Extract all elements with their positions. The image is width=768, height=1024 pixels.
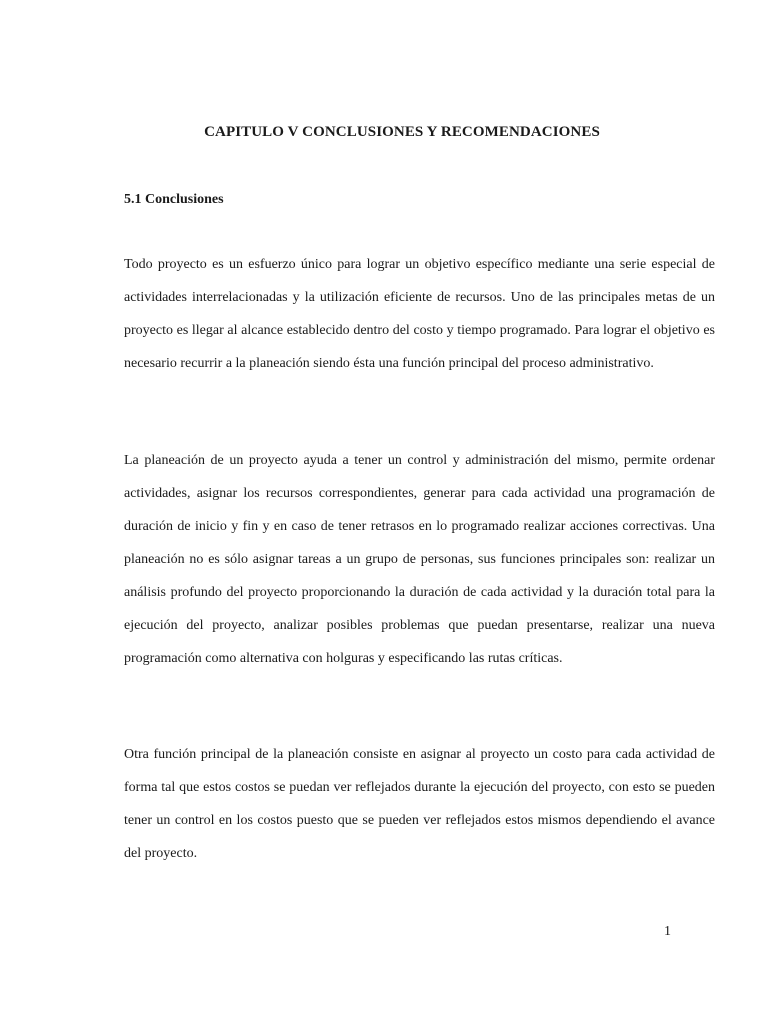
- paragraph-2: La planeación de un proyecto ayuda a tener un control y administración del mismo, permite ordenar actividades, asignar los recursos correspondientes, generar para cada actividad una programación de duración de inicio y fin y en caso de tener retrasos en lo programado realizar acciones correctivas. Una planeación no es sólo asignar tareas a un grupo de personas, sus funciones principales son: realizar un análisis profundo del proyecto proporcionando la duración de cada actividad y la duración total para la ejecución del proyecto, analizar posibles problemas que puedan presentarse, realizar una nueva programación como alternativa con holguras y especificando las rutas críticas.: [124, 453, 715, 666]
- paragraph-1: Todo proyecto es un esfuerzo único para lograr un objetivo específico mediante una serie especial de actividades interrelacionadas y la utilización eficiente de recursos. Uno de las principales metas de un proyecto es llegar al alcance establecido dentro del costo y tiempo programado. Para lograr el objetivo es necesario recurrir a la planeación siendo ésta una función principal del proceso administrativo.: [124, 257, 715, 371]
- page-number: 1: [664, 924, 671, 939]
- chapter-title: CAPITULO V CONCLUSIONES Y RECOMENDACIONES: [204, 124, 600, 140]
- section-heading: 5.1 Conclusiones: [124, 192, 224, 207]
- paragraph-3: Otra función principal de la planeación consiste en asignar al proyecto un costo para cada actividad de forma tal que estos costos se puedan ver reflejados durante la ejecución del proyecto, con esto se pueden tener un control en los costos puesto que se pueden ver reflejados estos mismos dependiendo el avance del proyecto.: [124, 747, 715, 861]
